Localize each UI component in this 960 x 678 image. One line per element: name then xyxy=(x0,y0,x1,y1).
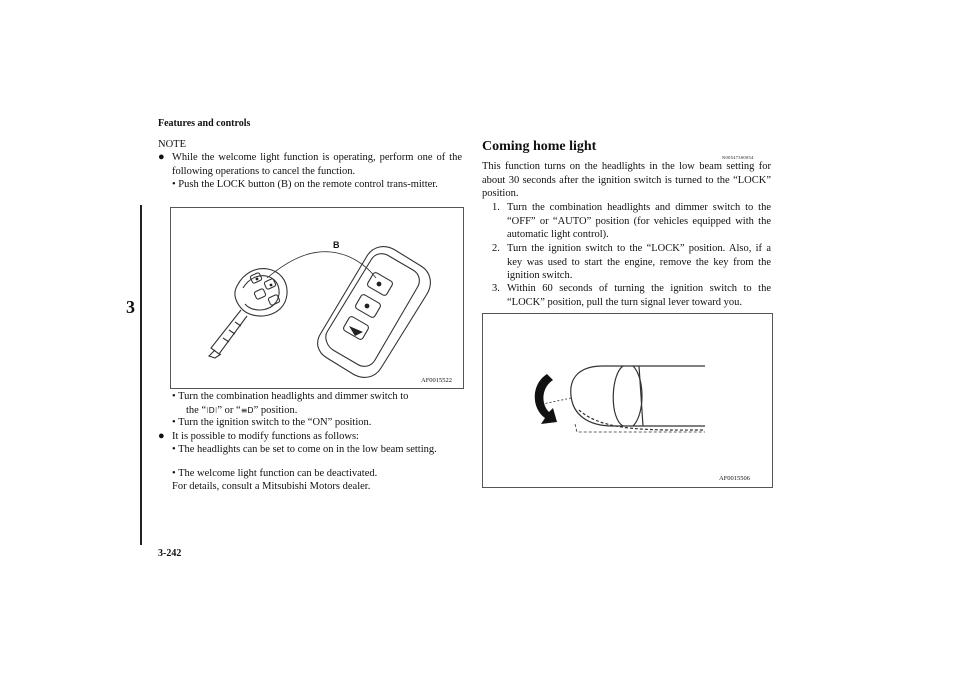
step-item xyxy=(492,282,771,309)
running-header: Features and controls xyxy=(158,118,251,129)
bullet-icon: ● xyxy=(158,430,165,442)
step-item xyxy=(492,201,771,242)
sub-item: For details, consult a Mitsubishi Motors dealer. xyxy=(172,481,371,492)
remote-body-shape xyxy=(318,247,431,378)
sub-item: • Push the LOCK button (B) on the remote control trans-mitter. xyxy=(172,179,438,190)
bullet-text: While the welcome light function is operating, perform one of the following operations to cancel the function. xyxy=(172,152,462,177)
pull-arrow-icon xyxy=(535,374,557,424)
step-item xyxy=(492,242,771,283)
sub-item: • Turn the ignition switch to the “ON” position. xyxy=(172,417,372,428)
bullet-item xyxy=(158,151,462,178)
bullet-item xyxy=(158,430,462,444)
sub-item: • The welcome light function can be deactivated. xyxy=(172,468,378,479)
chapter-rule xyxy=(140,205,142,545)
quote-open: the “ xyxy=(186,405,207,416)
turn-signal-figure xyxy=(482,313,773,488)
quote-mid: ” or “ xyxy=(217,405,241,416)
remote-key-figure xyxy=(170,207,464,389)
figure-id: AF0015506 xyxy=(719,475,751,482)
section-code: N00547300054 xyxy=(722,155,754,160)
chapter-number: 3 xyxy=(126,297,135,317)
lever-illustration xyxy=(483,314,772,487)
step-number: 2. xyxy=(492,243,500,254)
bullet-icon: ● xyxy=(158,151,165,163)
section-title: Coming home light xyxy=(482,139,597,154)
figure-id: AF0015522 xyxy=(421,377,453,384)
page-number: 3-242 xyxy=(158,548,182,559)
remote-key-illustration xyxy=(171,208,463,388)
sub-item: • Turn the combination headlights and dimmer switch to xyxy=(172,391,409,402)
step-text: Turn the combination headlights and dimmer switch to the “OFF” or “AUTO” position (for vehicles equipped with the automatic light control). xyxy=(507,202,771,241)
headlight-icon: ≡D xyxy=(240,406,254,415)
quote-close: ” position. xyxy=(253,405,298,416)
key-blade-shape xyxy=(211,310,247,354)
note-label: NOTE xyxy=(158,139,186,150)
lever-outline xyxy=(571,366,705,426)
step-text: Within 60 seconds of turning the ignition switch to the “LOCK” position, pull the turn signal lever toward you. xyxy=(507,283,771,308)
step-number: 1. xyxy=(492,202,500,213)
intro-paragraph: This function turns on the headlights in the low beam setting for about 30 seconds after the ignition switch is turned to the “LOCK” position. xyxy=(482,161,771,200)
position-light-icon: ⁝D⁝ xyxy=(206,406,218,415)
step-text: Turn the ignition switch to the “LOCK” position. Also, if a key was used to start the engine, remove the key from the ignition switch. xyxy=(507,243,771,282)
sub-item: • The headlights can be set to come on in the low beam setting. xyxy=(172,444,437,455)
step-number: 3. xyxy=(492,283,500,294)
callout-b: B xyxy=(333,240,340,250)
bullet-text: It is possible to modify functions as follows: xyxy=(172,431,359,442)
